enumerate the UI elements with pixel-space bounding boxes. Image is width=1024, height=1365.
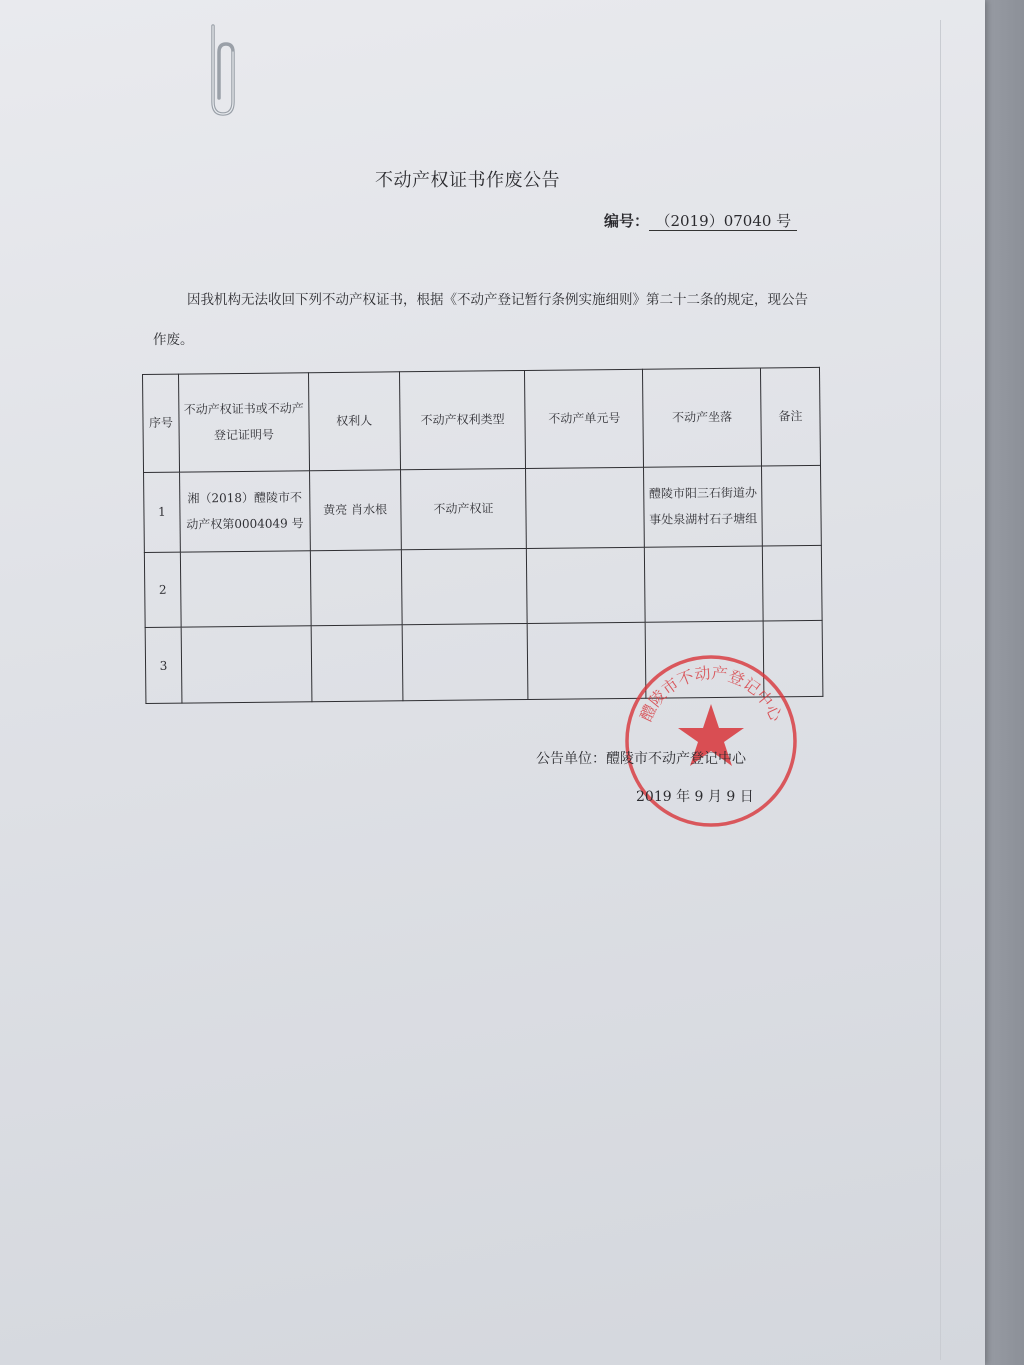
header-type: 不动产权利类型 [399, 370, 526, 469]
cell-unit [526, 467, 645, 548]
page-edge [940, 20, 981, 1360]
cell-type: 不动产权证 [400, 468, 527, 549]
cell-no: 1 [144, 472, 181, 552]
issuing-unit: 公告单位：醴陵市不动产登记中心 [536, 751, 746, 767]
cell-holder [311, 625, 403, 702]
cell-type [401, 548, 528, 625]
issue-date: 2019 年 9 月 9 日 [636, 789, 754, 805]
document-number [604, 210, 797, 231]
cell-remark [762, 545, 822, 621]
seal-text: 醴陵市不动产登记中心 [636, 663, 786, 725]
cell-holder: 黄亮 肖水根 [309, 470, 401, 551]
paper-clip-icon [203, 22, 237, 117]
table-row [144, 465, 822, 552]
cell-type [402, 624, 529, 701]
header-remark: 备注 [761, 367, 821, 466]
notice-paragraph: 因我机构无法收回下列不动产权证书，根据《不动产登记暂行条例实施细则》第二十二条的规定，现公告作废。 [153, 292, 808, 348]
page-title: 不动产权证书作废公告 [375, 170, 560, 191]
cell-location [645, 546, 764, 623]
document-number-label: 编号： [604, 212, 650, 230]
cell-remark [762, 465, 822, 545]
document-number-value: （2019）07040 号 [649, 212, 797, 231]
table-row [144, 545, 822, 628]
cell-no: 2 [144, 552, 181, 628]
header-cert: 不动产权证书或不动产登记证明号 [178, 373, 309, 472]
cell-holder [310, 549, 402, 626]
cell-cert: 湘（2018）醴陵市不动产权第0004049 号 [179, 471, 310, 552]
header-holder: 权利人 [308, 372, 400, 471]
header-no: 序号 [143, 374, 180, 472]
cell-cert [180, 550, 311, 627]
cell-location: 醴陵市阳三石街道办事处泉湖村石子塘组 [644, 466, 763, 547]
cell-unit [527, 547, 646, 624]
table-header-row [143, 367, 821, 472]
cell-cert [181, 626, 312, 703]
header-location: 不动产坐落 [643, 368, 762, 467]
cell-no: 3 [145, 627, 182, 703]
header-unit: 不动产单元号 [525, 369, 644, 468]
